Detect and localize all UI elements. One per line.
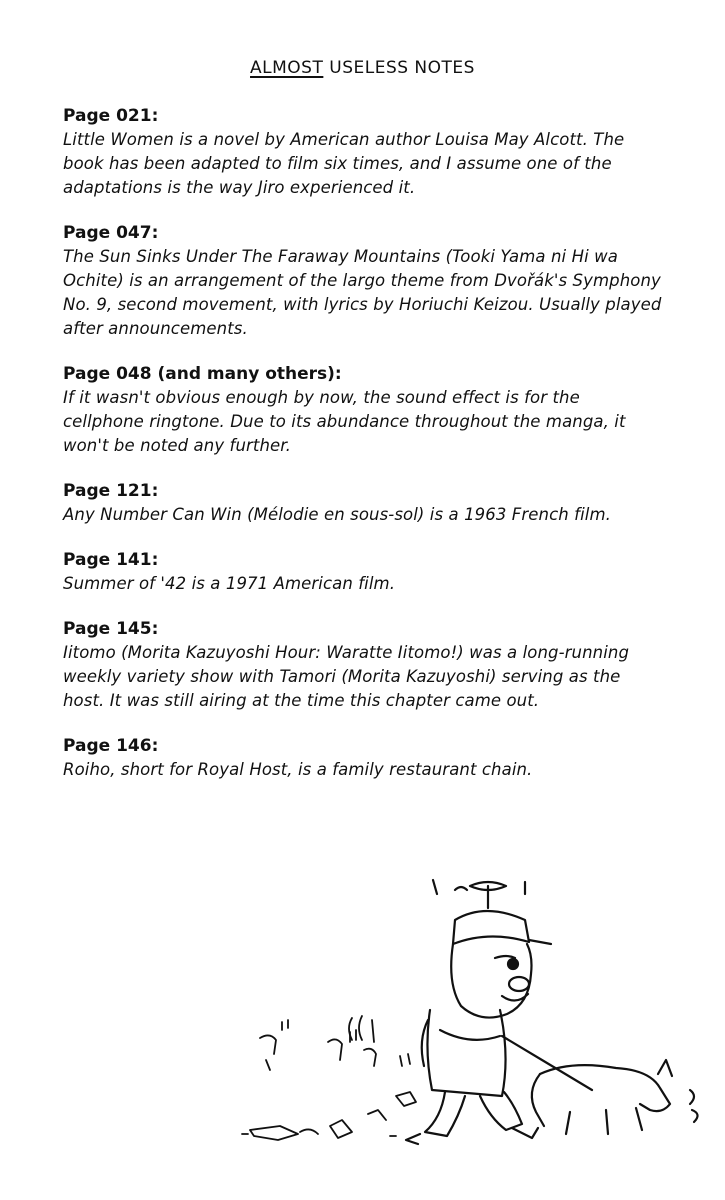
note-page-121 — [63, 479, 663, 527]
propeller-icon — [433, 880, 525, 908]
note-heading: Page 145: — [63, 619, 159, 639]
note-body: Summer of '42 is a 1971 American film. — [63, 574, 396, 593]
note-heading: Page 121: — [63, 481, 159, 501]
doodle-illustration — [240, 860, 710, 1160]
motion-lines-icon — [260, 1016, 410, 1070]
dog-icon — [532, 1060, 698, 1134]
note-page-048 — [63, 362, 663, 458]
note-body: Roiho, short for Royal Host, is a family restaurant chain. — [63, 760, 533, 779]
page-title — [0, 58, 725, 78]
note-heading: Page 141: — [63, 550, 159, 570]
debris-icon — [242, 1092, 416, 1140]
title-rest: USELESS NOTES — [323, 58, 475, 78]
title-underlined-word: ALMOST — [250, 58, 324, 78]
note-page-145 — [63, 617, 663, 713]
note-body: Iitomo (Morita Kazuyoshi Hour: Waratte Iitomo!) was a long-running weekly variety show with Tamori (Morita Kazuyoshi) serving as the host. It was still airing at the time this chapter came out. — [63, 643, 630, 710]
note-body: Little Women is a novel by American author Louisa May Alcott. The book has been adapted to film six times, and I assume one of the adaptations is the way Jiro experienced it. — [63, 130, 625, 197]
note-heading: Page 021: — [63, 106, 159, 126]
note-heading: Page 146: — [63, 736, 159, 756]
note-page-141 — [63, 548, 663, 596]
note-page-047 — [63, 221, 663, 341]
note-body: If it wasn't obvious enough by now, the sound effect is for the cellphone ringtone. Due to its abundance throughout the manga, it won't be noted any further. — [63, 388, 626, 455]
character-icon — [406, 911, 592, 1144]
note-heading: Page 048 (and many others): — [63, 364, 342, 384]
notes-list — [63, 104, 663, 803]
note-page-021 — [63, 104, 663, 200]
note-heading: Page 047: — [63, 223, 159, 243]
note-body: The Sun Sinks Under The Faraway Mountains (Tooki Yama ni Hi wa Ochite) is an arrangement of the largo theme from Dvořák's Symphony No. 9, second movement, with lyrics by Horiuchi Keizou. Usually played after announcements. — [63, 247, 662, 338]
note-page-146 — [63, 734, 663, 782]
note-body: Any Number Can Win (Mélodie en sous-sol) is a 1963 French film. — [63, 505, 611, 524]
